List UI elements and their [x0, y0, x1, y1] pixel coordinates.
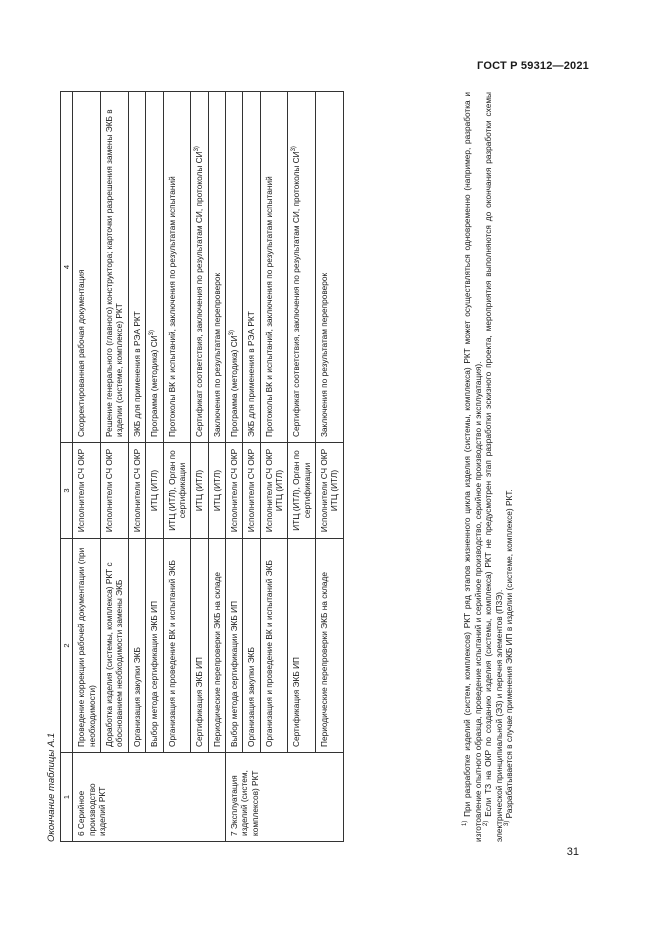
stage-cell: 7 Эксплуатация изделий (систем, комплексов) РКТ: [225, 753, 343, 842]
footnote-mark: 3): [504, 820, 511, 826]
footnote: [483, 92, 504, 842]
work-cell: Сертификация ЭКБ ИП: [288, 539, 316, 753]
footnote: [462, 92, 483, 842]
table-row: [146, 92, 163, 842]
table-row: [225, 92, 242, 842]
result-cell: [146, 92, 163, 443]
column-header: 2: [61, 539, 73, 753]
table-header-row: [61, 92, 73, 842]
result-cell: [208, 92, 225, 443]
result-text: Решение генерального (главного) конструктора; карточки разрешения замены ЭКБ в изделии (системе, комплексе) РКТ: [104, 109, 125, 437]
performer-cell: Исполнители СЧ ОКР: [101, 443, 129, 539]
work-cell: Периодические перепроверки ЭКБ на складе: [316, 539, 344, 753]
footnote-mark: 1): [462, 820, 469, 826]
stage-cell: 6 Серийное производство изделий РКТ: [73, 753, 226, 842]
result-text: Сертификат соответствия, заключения по результатам СИ, протоколы СИ: [194, 151, 205, 437]
table-row: [208, 92, 225, 842]
performer-cell: Исполнители СЧ ОКР: [225, 443, 242, 539]
work-cell: Периодические перепроверки ЭКБ на складе: [208, 539, 225, 753]
footnote-ref: 3): [291, 146, 298, 152]
table-row: [128, 92, 145, 842]
result-cell: [191, 92, 208, 443]
result-text: Протоколы ВК и испытаний, заключения по результатам испытаний: [263, 176, 274, 437]
performer-cell: ИТЦ (ИТЛ): [146, 443, 163, 539]
document-code: ГОСТ Р 59312—2021: [477, 60, 589, 72]
table-row: [288, 92, 316, 842]
work-cell: Доработка изделия (системы, комплекса) РКТ с обоснованием необходимости замены ЭКБ: [101, 539, 129, 753]
result-text: Программа (методика) СИ: [149, 335, 160, 437]
work-cell: Организация закупки ЭКБ: [243, 539, 260, 753]
result-cell: [316, 92, 344, 443]
table-row: [316, 92, 344, 842]
footnote-ref: 3): [194, 146, 201, 152]
footnote-mark: 2): [483, 820, 490, 826]
rotated-table-page: [44, 92, 544, 842]
performer-cell: Исполнители СЧ ОКР ИТЦ (ИТЛ): [260, 443, 288, 539]
table-caption: Окончание таблицы А.1: [46, 732, 57, 842]
column-header: 1: [61, 753, 73, 842]
work-cell: Организация и проведение ВК и испытаний ЭКБ: [260, 539, 288, 753]
result-cell: [163, 92, 191, 443]
table-row: [73, 92, 101, 842]
result-cell: [288, 92, 316, 443]
work-cell: Выбор метода сертификации ЭКБ ИП: [146, 539, 163, 753]
performer-cell: Исполнители СЧ ОКР ИТЦ (ИТЛ): [316, 443, 344, 539]
footnote-text: При разработке изделий (систем, комплексов) РКТ ряд этапов жизненного цикла изделия (системы, комплекса) РКТ может осуществляться одновременно (например, разработка и изготовление опытного образца, проведение испытаний и серийное производство, серийное производство и эксплуатация).: [462, 92, 483, 842]
performer-cell: ИТЦ (ИТЛ), Орган по сертификации: [288, 443, 316, 539]
result-text: Сертификат соответствия, заключения по результатам СИ, протоколы СИ: [291, 151, 302, 437]
table-row: [243, 92, 260, 842]
table-row: [101, 92, 129, 842]
result-cell: [260, 92, 288, 443]
result-text: Скорректированная рабочая документация: [76, 269, 87, 437]
result-cell: [243, 92, 260, 443]
table-row: [191, 92, 208, 842]
result-text: Заключения по результатам перепроверок: [319, 272, 330, 437]
work-cell: Организация закупки ЭКБ: [128, 539, 145, 753]
result-cell: [225, 92, 242, 443]
footnote-ref: 3): [149, 330, 156, 336]
table-body: [73, 92, 343, 842]
performer-cell: Исполнители СЧ ОКР: [128, 443, 145, 539]
result-text: Протоколы ВК и испытаний, заключения по результатам испытаний: [166, 176, 177, 437]
table-a1: [60, 91, 344, 842]
work-cell: Проведение коррекции рабочей документации (при необходимости): [73, 539, 101, 753]
work-cell: Выбор метода сертификации ЭКБ ИП: [225, 539, 242, 753]
result-text: Программа (методика) СИ: [228, 335, 239, 437]
footnote-text: Если ТЗ на ОКР по созданию изделия (системы, комплекса) РКТ не предусмотрен этап разработки эскизного проекта, мероприятия выполняются до окончания разработки схемы электрической принципиальной (Э3) и перечня элементов (П3Э).: [483, 91, 504, 842]
page-number: 31: [566, 846, 579, 858]
result-text: ЭКБ для применения в РЭА РКТ: [246, 311, 257, 437]
table-row: [163, 92, 191, 842]
result-cell: [101, 92, 129, 443]
footnote: [504, 92, 515, 842]
performer-cell: Исполнители СЧ ОКР: [73, 443, 101, 539]
performer-cell: ИТЦ (ИТЛ), Орган по сертификации: [163, 443, 191, 539]
performer-cell: Исполнители СЧ ОКР: [243, 443, 260, 539]
result-text: Заключения по результатам перепроверок: [211, 272, 222, 437]
footnote-ref: 3): [229, 330, 236, 336]
table-row: [260, 92, 288, 842]
result-text: ЭКБ для применения в РЭА РКТ: [131, 311, 142, 437]
footnote-text: Разрабатывается в случае применения ЭКБ ИП в изделии (системе, комплексе) РКТ.: [504, 489, 515, 819]
performer-cell: ИТЦ (ИТЛ): [191, 443, 208, 539]
footnotes: [462, 92, 515, 842]
work-cell: Организация и проведение ВК и испытаний ЭКБ: [163, 539, 191, 753]
result-cell: [128, 92, 145, 443]
column-header: 4: [61, 92, 73, 443]
performer-cell: ИТЦ (ИТЛ): [208, 443, 225, 539]
result-cell: [73, 92, 101, 443]
work-cell: Сертификация ЭКБ ИП: [191, 539, 208, 753]
column-header: 3: [61, 443, 73, 539]
